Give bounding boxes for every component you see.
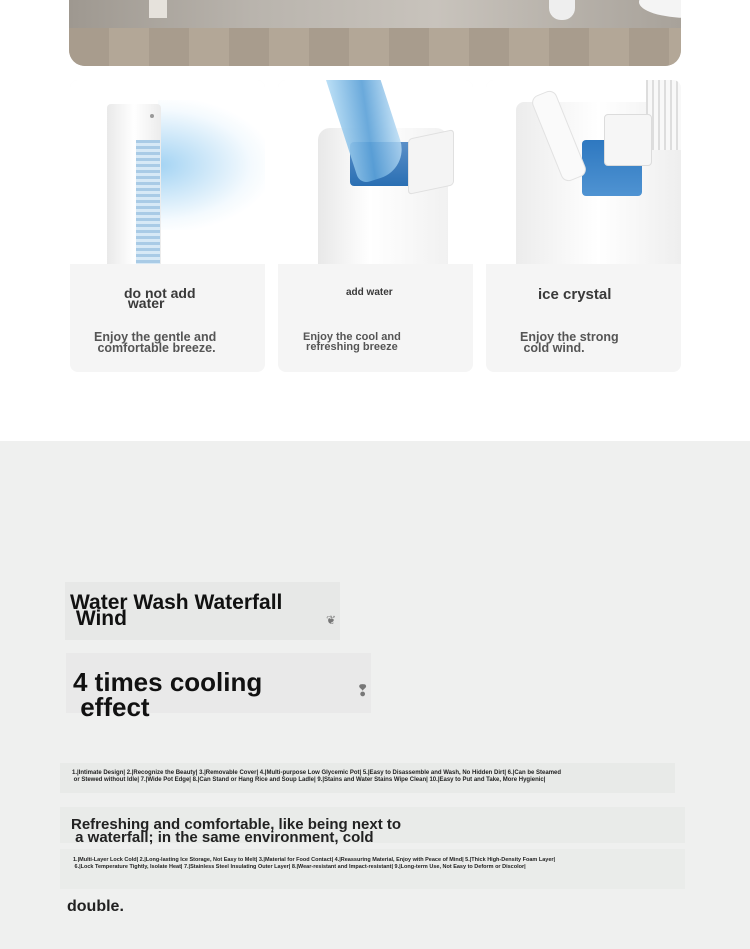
cooling-headline: 4 times cooling effect bbox=[73, 667, 263, 722]
card-caption bbox=[70, 264, 265, 372]
sparkle-icon: ❦ bbox=[326, 613, 337, 627]
tank-lid-graphic bbox=[408, 129, 454, 195]
feature-list: 1.|Multi-Layer Lock Cold| 2.|Long-lasting Ice Storage, Not Easy to Melt| 3.|Material for Food Contact| 4.|Reassuring Material, Enjoy with Peace of Mind| 5.|Thick High-Density Foam Layer| 6.|Lock Temperature Tightly, Isolate Heat| 7.|Stainless Steel Insulating Outer Layer| 8.|Wear-resistant and Impact-resistant| 9.|Long-term Use, Not Easy to Deform or Discolor| bbox=[73, 857, 556, 870]
fan-indicator-dot bbox=[150, 114, 154, 118]
feature-section bbox=[0, 441, 750, 949]
water-pouring-photo bbox=[278, 80, 473, 264]
mode-card-no-water bbox=[70, 80, 265, 372]
section-title: Water Wash Waterfall Wind bbox=[70, 591, 283, 630]
card-caption bbox=[486, 264, 681, 372]
fan-breeze-photo bbox=[70, 80, 265, 264]
mode-label: add water bbox=[346, 287, 393, 298]
ice-pack-graphic bbox=[604, 114, 652, 166]
breeze-graphic bbox=[158, 100, 265, 230]
wood-floor-graphic bbox=[69, 28, 681, 66]
ice-crystal-photo bbox=[486, 80, 681, 264]
fan-grille-graphic bbox=[136, 140, 160, 264]
hero-product-photo bbox=[69, 0, 681, 66]
mode-card-add-water bbox=[278, 80, 473, 372]
chair-leg-graphic bbox=[149, 0, 167, 18]
feature-list: 1.|Intimate Design| 2.|Recognize the Beauty| 3.|Removable Cover| 4.|Multi-purpose Low Glycemic Pot| 5.|Easy to Disassemble and Wash, No Hidden Dirt| 6.|Can be Steamed or Stewed without Idle| 7.|Wide Pot Edge| 8.|Can Stand or Hang Rice and Soup Ladle| 9.|Stains and Water Stains Wipe Clean| 10.|Easy to Put and Take, More Hygienic| bbox=[72, 770, 562, 783]
tagline-text: Refreshing and comfortable, like being next to a waterfall; in the same environment, cold bbox=[71, 816, 402, 846]
card-caption bbox=[278, 264, 473, 372]
sparkle-icon: ❢ bbox=[356, 683, 370, 700]
mode-description: Enjoy the strong cold wind. bbox=[520, 330, 619, 355]
mode-label: ice crystal bbox=[538, 286, 612, 303]
mode-description: Enjoy the gentle and comfortable breeze. bbox=[94, 330, 217, 355]
mode-description: Enjoy the cool and refreshing breeze bbox=[303, 331, 401, 353]
mode-label: do not add water bbox=[124, 285, 196, 311]
mode-card-ice-crystal bbox=[486, 80, 681, 372]
tagline-ending: double. bbox=[67, 898, 124, 915]
